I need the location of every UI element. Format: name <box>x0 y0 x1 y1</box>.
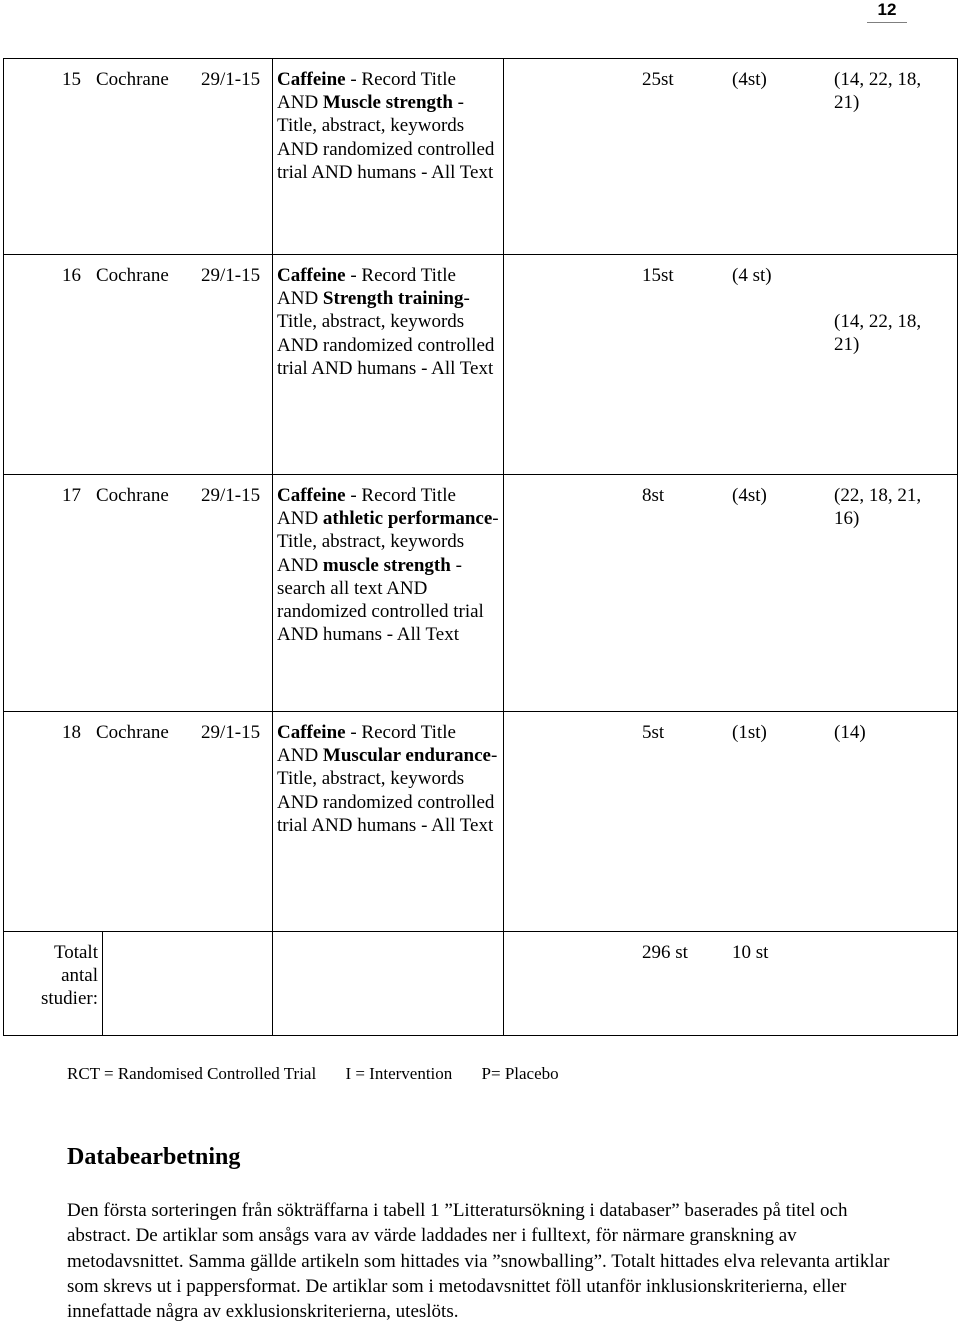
search-date: 29/1-15 <box>201 265 261 286</box>
database-name: Cochrane <box>96 265 169 286</box>
search-text: - Title, abstract, keywords AND randomized controlled trial AND humans - All Text <box>277 288 495 379</box>
search-string-cell <box>273 712 504 932</box>
search-text: - Title, abstract, keywords AND randomized controlled trial AND humans - All Text <box>277 92 495 183</box>
database-name: Cochrane <box>96 722 169 743</box>
selected-count: (4st) <box>732 69 767 90</box>
total-results-cell <box>504 932 958 1036</box>
search-date: 29/1-15 <box>201 485 261 506</box>
row-meta-cell <box>4 712 273 932</box>
search-text: - Title, abstract, keywords AND randomized controlled trial AND humans - All Text <box>277 745 498 836</box>
row-number: 18 <box>62 722 81 743</box>
search-text: - Record Title AND <box>277 722 456 767</box>
abbrev-placebo: P= Placebo <box>481 1064 559 1083</box>
results-cell <box>504 475 958 712</box>
selected-count: (4st) <box>732 485 767 506</box>
reference-list: (14, 22, 18, 21) <box>834 69 922 114</box>
results-cell <box>504 255 958 475</box>
row-meta-cell <box>4 475 273 712</box>
total-hits: 296 st <box>642 942 688 963</box>
search-term: athletic performance <box>322 508 493 530</box>
database-name: Cochrane <box>96 485 169 506</box>
table-row <box>4 475 958 712</box>
hits-count: 8st <box>642 485 665 506</box>
total-selected: 10 st <box>732 942 769 963</box>
search-results-table <box>3 58 958 1036</box>
total-empty-cell <box>103 932 273 1036</box>
reference-list: (14) <box>834 722 866 743</box>
search-term: Muscle strength <box>322 92 453 114</box>
row-meta-cell <box>4 255 273 475</box>
search-date: 29/1-15 <box>201 722 261 743</box>
search-string-cell <box>273 255 504 475</box>
total-row <box>4 932 958 1036</box>
hits-count: 25st <box>642 69 674 90</box>
hits-count: 15st <box>642 265 674 286</box>
search-text: - Title, abstract, keywords AND <box>277 508 499 576</box>
total-label-text: Totalt antal studier: <box>41 942 98 1010</box>
row-number: 16 <box>62 265 81 286</box>
search-term: Caffeine <box>277 265 346 286</box>
reference-list: (22, 18, 21, 16) <box>834 485 922 530</box>
row-number: 15 <box>62 69 81 90</box>
hits-count: 5st <box>642 722 665 743</box>
search-text: - Record Title AND <box>277 69 456 114</box>
selected-count: (4 st) <box>732 265 772 286</box>
row-number: 17 <box>62 485 81 506</box>
results-cell <box>504 712 958 932</box>
search-term: muscle strength <box>322 554 451 576</box>
table-row <box>4 712 958 932</box>
database-name: Cochrane <box>96 69 169 90</box>
search-text: - Record Title AND <box>277 265 456 310</box>
section-heading: Databearbetning <box>67 1144 241 1170</box>
abbrev-rct: RCT = Randomised Controlled Trial <box>67 1064 317 1083</box>
row-meta-cell <box>4 59 273 255</box>
abbrev-intervention: I = Intervention <box>345 1064 453 1083</box>
abbreviations-line <box>67 1063 584 1085</box>
search-text: - search all text AND randomized controlled trial AND humans - All Text <box>277 554 484 646</box>
search-term: Caffeine <box>277 69 346 90</box>
search-text: - Record Title AND <box>277 485 456 530</box>
selected-count: (1st) <box>732 722 767 743</box>
search-date: 29/1-15 <box>201 69 261 90</box>
search-term: Muscular endurance <box>322 745 491 767</box>
body-paragraph: Den första sorteringen från sökträffarna i tabell 1 ”Litteratursökning i databaser” baserades på titel och abstract. De artiklar som ansågs vara av värde laddades ner i fulltext, för närmare granskning av metodavsnittet. Samma gällde artikeln som hittades via ”snowballing”. Totalt hittades elva relevanta artiklar som skrevs ut i pappersformat. De artiklar som i metodavsnittet föll utanför inklusionskriterierna, eller innefattade några av exklusionskriterierna, uteslöts. <box>67 1200 890 1323</box>
search-string-cell <box>273 475 504 712</box>
page-number: 12 <box>867 0 907 23</box>
table-row <box>4 255 958 475</box>
search-term: Caffeine <box>277 722 346 743</box>
reference-list: (14, 22, 18, 21) <box>834 311 922 356</box>
table-row <box>4 59 958 255</box>
search-term: Strength training <box>322 288 464 310</box>
results-cell <box>504 59 958 255</box>
search-term: Caffeine <box>277 485 346 506</box>
total-label <box>4 932 103 1036</box>
total-empty-cell <box>273 932 504 1036</box>
search-string-cell <box>273 59 504 255</box>
